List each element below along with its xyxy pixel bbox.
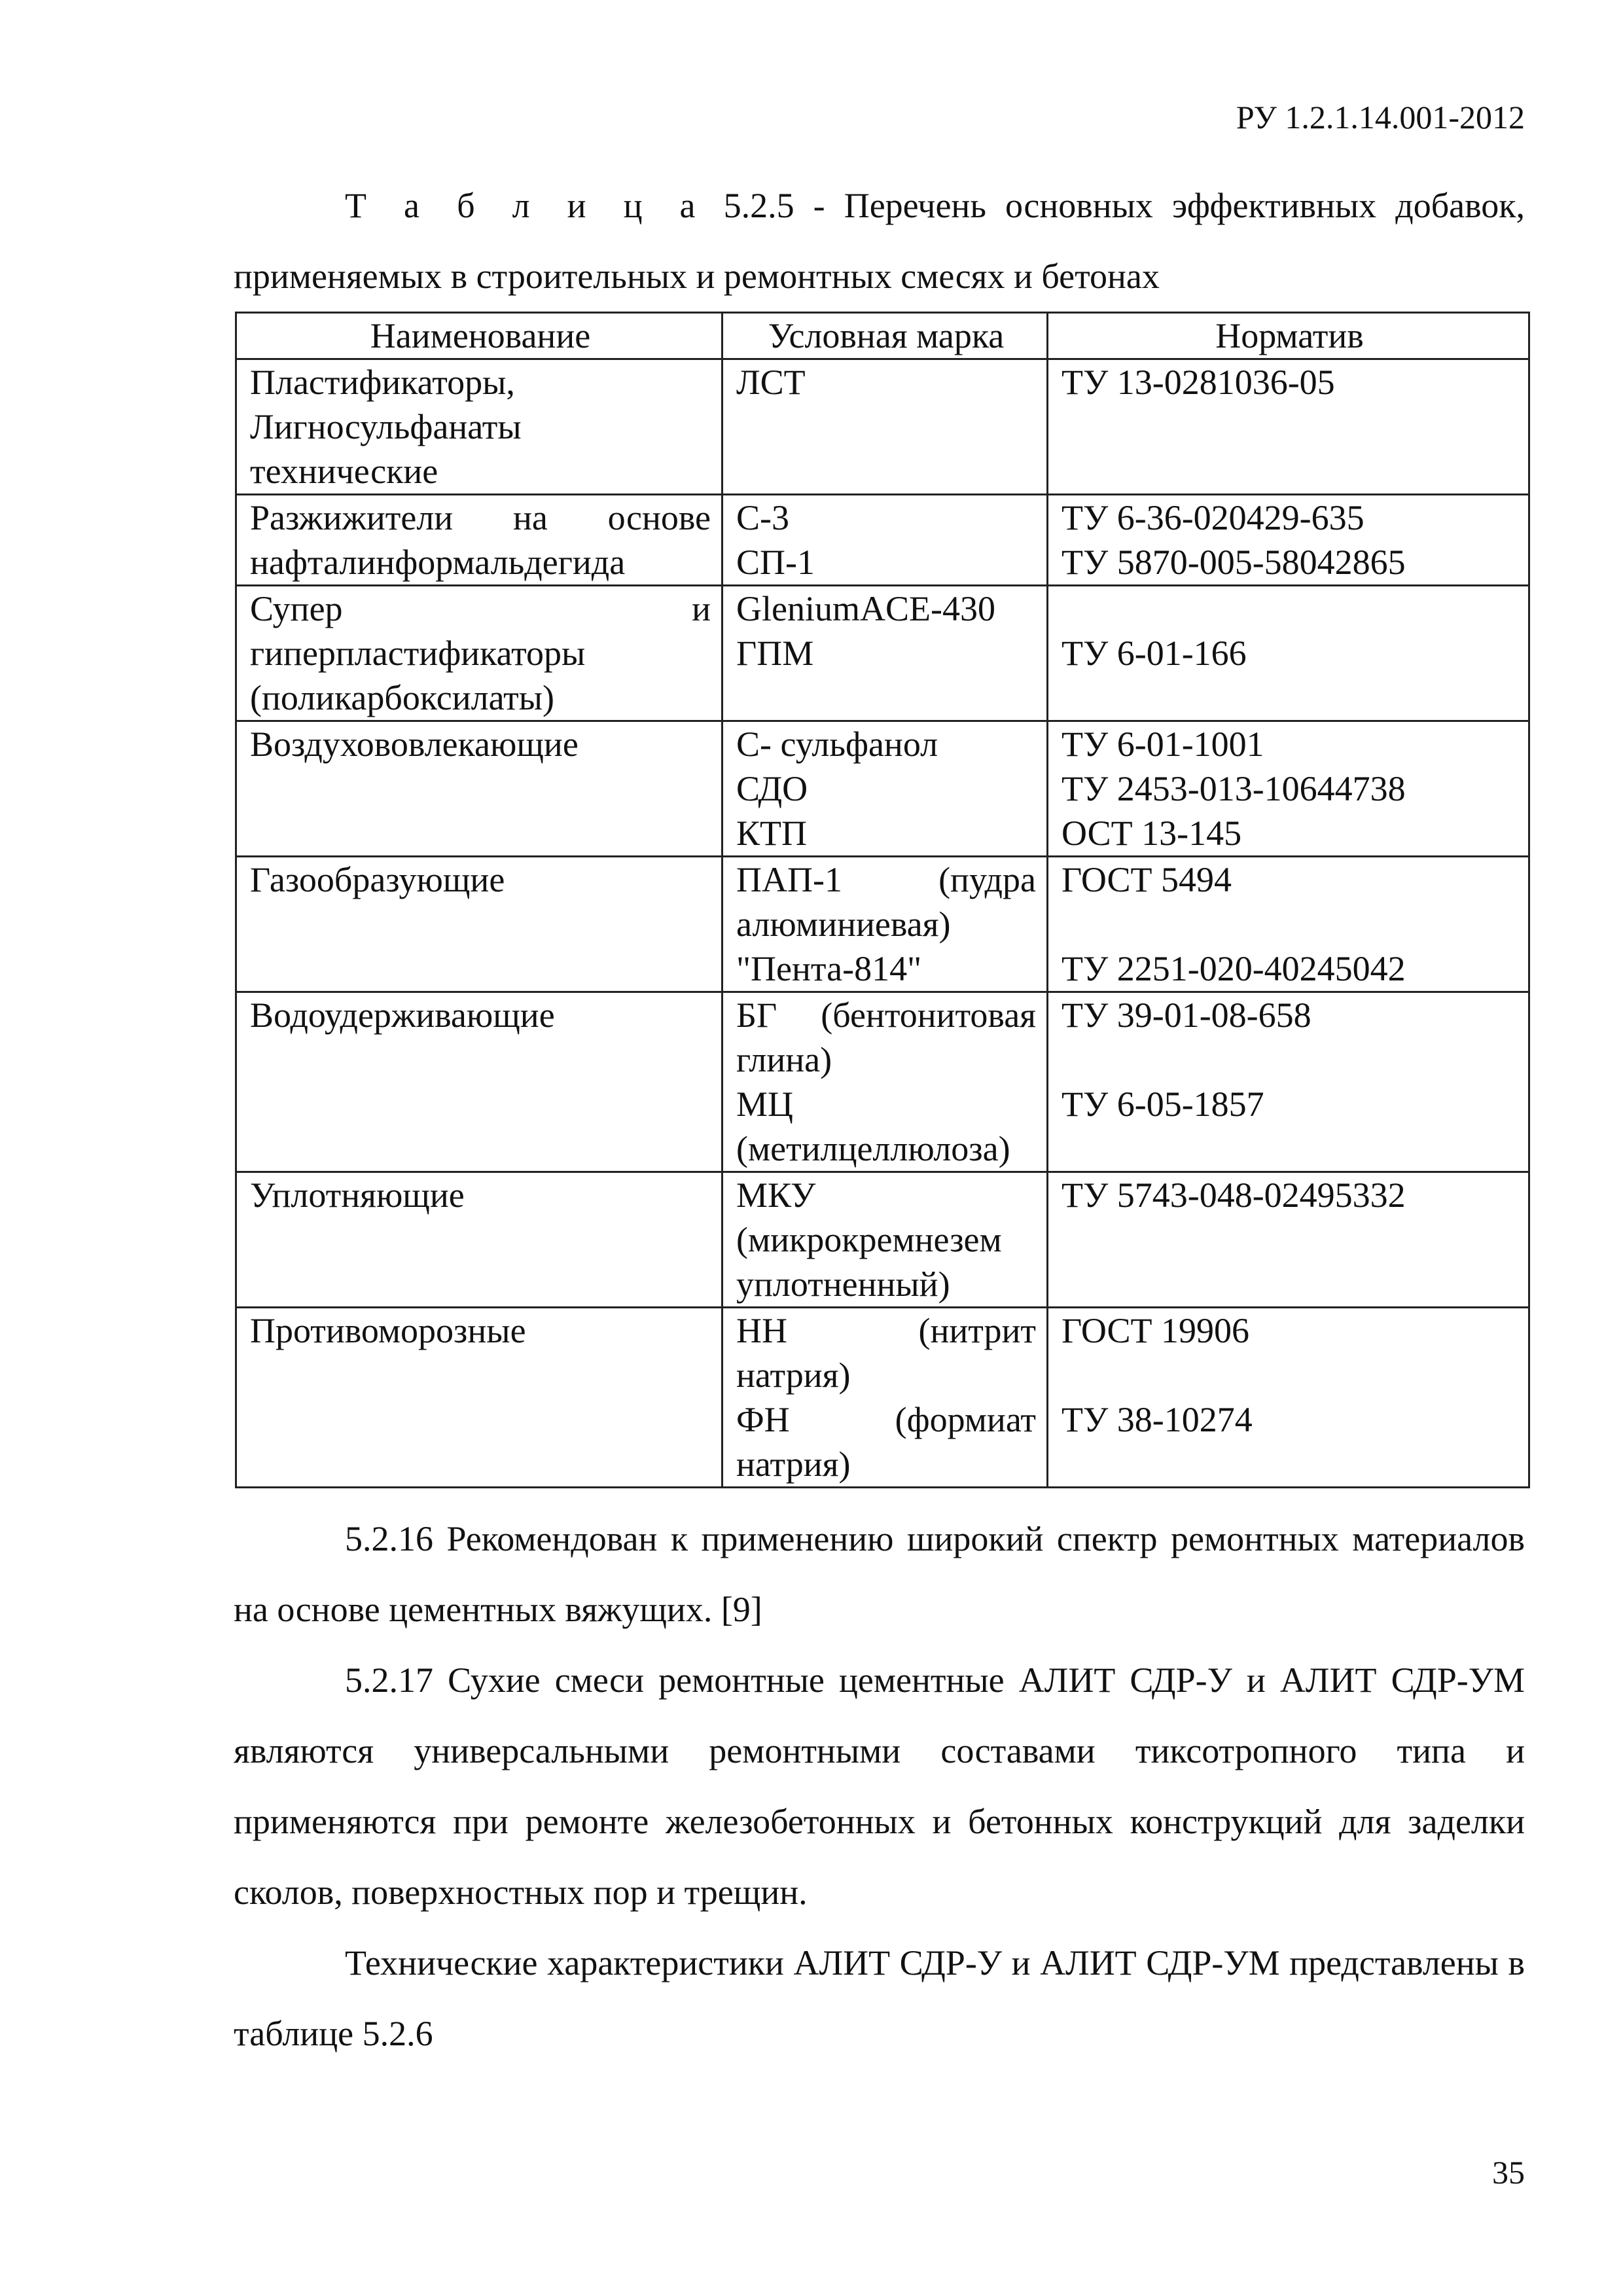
table-caption-text: 5.2.5 - Перечень основных эффективных добавок, применяемых в строительных и ремонтных смесях и бетонах — [234, 186, 1525, 296]
norm-value: ТУ 6-01-1001 — [1061, 725, 1264, 764]
header-grade: Условная марка — [722, 313, 1048, 359]
additive-norm — [1048, 857, 1529, 992]
table-row — [236, 359, 1529, 495]
norm-value: ТУ 6-36-020429-635 — [1061, 498, 1364, 537]
header-name: Наименование — [236, 313, 722, 359]
norm-value: ОСТ 13-145 — [1061, 814, 1242, 853]
additive-name: Уплотняющие — [236, 1172, 722, 1308]
table-row — [236, 1172, 1529, 1308]
norm-value: ТУ 39-01-08-658 — [1061, 996, 1311, 1035]
additive-norm — [1048, 721, 1529, 857]
paragraph-5-2-16: 5.2.16 Рекомендован к применению широкий спектр ремонтных материалов на основе цементных вяжущих. [9] — [234, 1519, 1525, 1629]
table-header-row — [236, 313, 1529, 359]
norm-value: ТУ 5870-005-58042865 — [1061, 543, 1406, 582]
grade-value: ПАП-1 (пудра алюминиевая) — [736, 860, 1036, 944]
table-row — [236, 857, 1529, 992]
grade-value: С- сульфанол — [736, 725, 938, 764]
additive-norm — [1048, 586, 1529, 721]
table-caption — [234, 170, 1525, 312]
additives-table — [235, 312, 1530, 1488]
norm-value: ГОСТ 19906 — [1061, 1311, 1250, 1350]
additive-norm — [1048, 495, 1529, 586]
additive-grade — [722, 1172, 1048, 1308]
document-code: РУ 1.2.1.14.001-2012 — [1236, 99, 1525, 135]
paragraph-tech-specs: Технические характеристики АЛИТ СДР-У и АЛИТ СДР-УМ представлены в таблице 5.2.6 — [234, 1943, 1525, 2053]
grade-value: ФН (формиат натрия) — [736, 1400, 1036, 1484]
table-row — [236, 721, 1529, 857]
grade-value: МКУ (микрокремнезем уплотненный) — [736, 1175, 1002, 1304]
norm-value — [1061, 1037, 1518, 1082]
additive-name: Пластификаторы, Лигносульфанаты технические — [236, 359, 722, 495]
grade-value: СДО — [736, 769, 808, 808]
grade-value: СП-1 — [736, 543, 815, 582]
additive-grade — [722, 359, 1048, 495]
grade-value: МЦ (метилцеллюлоза) — [736, 1085, 1010, 1168]
additive-grade — [722, 857, 1048, 992]
additive-name: Разжижители на основе нафталинформальдегида — [236, 495, 722, 586]
norm-value — [1061, 586, 1518, 631]
additive-name: Противоморозные — [236, 1308, 722, 1488]
table-row — [236, 495, 1529, 586]
grade-value: GleniumACE-430 — [736, 589, 995, 628]
paragraph-5-2-17: 5.2.17 Сухие смеси ремонтные цементные АЛИТ СДР-У и АЛИТ СДР-УМ являются универсальными ремонтными составами тиксотропного типа и применяются при ремонте железобетонных и бетонных конструкций для заделки сколов, поверхностных пор и трещин. — [234, 1660, 1525, 1912]
additive-grade — [722, 586, 1048, 721]
table-row — [236, 586, 1529, 721]
grade-value: БГ (бентонитовая глина) — [736, 996, 1036, 1079]
norm-value: ТУ 38-10274 — [1061, 1400, 1253, 1439]
norm-value: ТУ 6-05-1857 — [1061, 1085, 1264, 1124]
norm-value: ГОСТ 5494 — [1061, 860, 1232, 899]
table-caption-label: Т а б л и ц а — [345, 186, 705, 225]
table-row — [236, 1308, 1529, 1488]
norm-value: ТУ 2251-020-40245042 — [1061, 949, 1406, 988]
page-number: 35 — [1492, 2154, 1525, 2191]
norm-value: ТУ 13-0281036-05 — [1061, 363, 1335, 402]
additive-norm — [1048, 992, 1529, 1172]
grade-value: ЛСТ — [736, 363, 806, 402]
additive-name: Супер и гиперпластификаторы (поликарбоксилаты) — [236, 586, 722, 721]
grade-value: С-3 — [736, 498, 789, 537]
additive-grade — [722, 1308, 1048, 1488]
norm-value — [1061, 902, 1518, 946]
table-row — [236, 992, 1529, 1172]
norm-value — [1061, 1353, 1518, 1397]
additive-norm — [1048, 1308, 1529, 1488]
grade-value: "Пента-814" — [736, 949, 922, 988]
additives-table-container — [235, 312, 1528, 1488]
grade-value: КТП — [736, 814, 807, 853]
additive-grade — [722, 721, 1048, 857]
norm-value: ТУ 2453-013-10644738 — [1061, 769, 1406, 808]
additive-name: Газообразующие — [236, 857, 722, 992]
additive-norm — [1048, 359, 1529, 495]
additive-name: Водоудерживающие — [236, 992, 722, 1172]
additive-grade — [722, 495, 1048, 586]
header-norm: Норматив — [1048, 313, 1529, 359]
additive-name: Воздухововлекающие — [236, 721, 722, 857]
norm-value: ТУ 6-01-166 — [1061, 634, 1247, 673]
norm-value: ТУ 5743-048-02495332 — [1061, 1175, 1406, 1215]
grade-value: НН (нитрит натрия) — [736, 1311, 1036, 1395]
grade-value: ГПМ — [736, 634, 814, 673]
additive-grade — [722, 992, 1048, 1172]
additive-norm — [1048, 1172, 1529, 1308]
